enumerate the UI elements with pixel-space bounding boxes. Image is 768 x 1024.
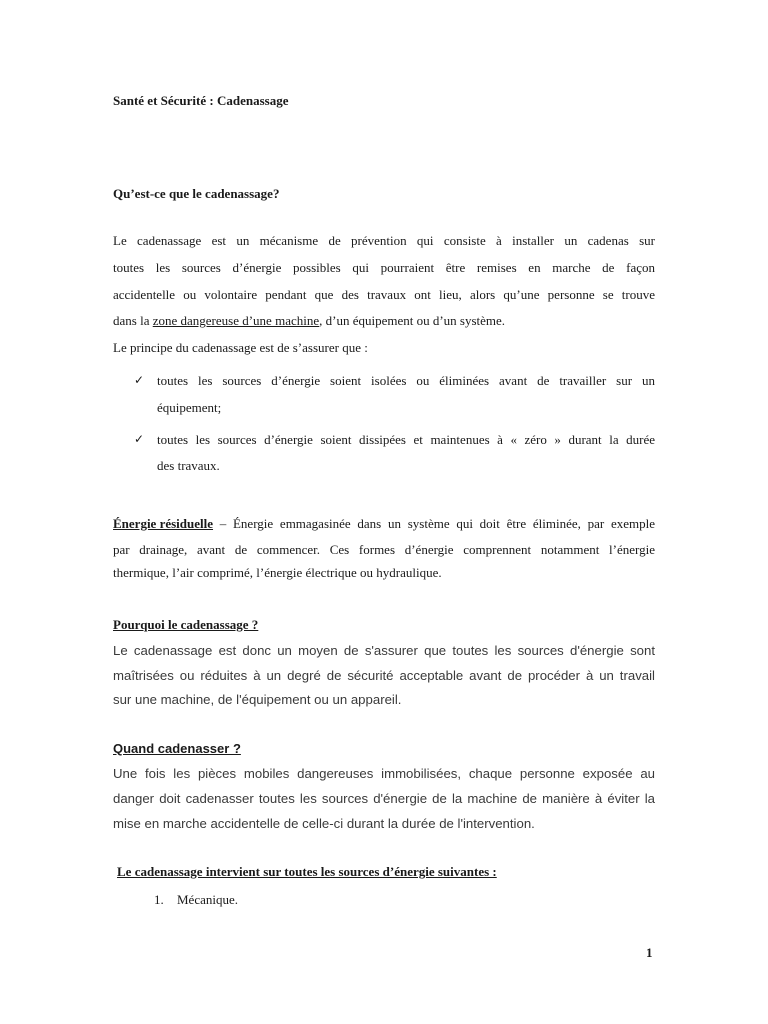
check-icon: ✓: [133, 373, 145, 387]
paragraph-line: sur une machine, de l'équipement ou un appareil.: [113, 692, 402, 707]
residual-energy-term: Énergie résiduelle: [113, 516, 214, 531]
list-item-label: Mécanique.: [177, 892, 239, 907]
list-item-number: 1.: [154, 892, 164, 907]
paragraph-line: toutes les sources d’énergie possibles qui pourraient être remises en marche de façon: [113, 260, 655, 275]
paragraph-text: , d’un équipement ou d’un système.: [319, 313, 506, 328]
paragraph-line: [113, 312, 505, 329]
section-heading-when: Quand cadenasser ?: [113, 741, 241, 756]
paragraph-line: Le cadenassage est un mécanisme de prévention qui consiste à installer un cadenas sur: [113, 233, 655, 248]
paragraph-line: danger doit cadenasser toutes les sources d'énergie de la machine de manière à éviter la: [113, 791, 655, 806]
bullet-line: des travaux.: [157, 458, 220, 473]
residual-energy-text: – Énergie emmagasinée dans un système qui doit être éliminée, par exemple: [213, 516, 655, 531]
paragraph-line: par drainage, avant de commencer. Ces formes d’énergie comprennent notamment l’énergie: [113, 542, 655, 557]
document-title: Santé et Sécurité : Cadenassage: [113, 93, 289, 108]
paragraph-line: Une fois les pièces mobiles dangereuses immobilisées, chaque personne exposée au: [113, 766, 655, 781]
bullet-line: toutes les sources d’énergie soient dissipées et maintenues à « zéro » durant la durée: [157, 432, 655, 447]
bullet-line: équipement;: [157, 400, 222, 415]
paragraph-line: Le cadenassage est donc un moyen de s'assurer que toutes les sources d'énergie sont: [113, 643, 655, 658]
residual-energy-line: [113, 515, 655, 532]
paragraph-text: dans la: [113, 313, 153, 328]
paragraph-line: thermique, l’air comprimé, l’énergie électrique ou hydraulique.: [113, 565, 442, 580]
section-heading-why: Pourquoi le cadenassage ?: [113, 617, 259, 632]
zone-dangereuse-link[interactable]: zone dangereuse d’une machine: [152, 313, 320, 328]
paragraph-line: accidentelle ou volontaire pendant que des travaux ont lieu, alors qu’une personne se trouve: [113, 287, 655, 302]
principle-intro: Le principe du cadenassage est de s’assurer que :: [113, 340, 368, 355]
section-heading-what: Qu’est-ce que le cadenassage?: [113, 186, 280, 201]
page-number: 1: [646, 945, 653, 960]
check-icon: ✓: [133, 432, 145, 446]
paragraph-line: maîtrisées ou réduites à un degré de sécurité acceptable avant de procéder à un travail: [113, 668, 655, 683]
bullet-line: toutes les sources d’énergie soient isolées ou éliminées avant de travailler sur un: [157, 373, 655, 388]
section-heading-sources: Le cadenassage intervient sur toutes les sources d’énergie suivantes :: [117, 864, 497, 879]
paragraph-line: mise en marche accidentelle de celle-ci durant la durée de l'intervention.: [113, 816, 535, 831]
